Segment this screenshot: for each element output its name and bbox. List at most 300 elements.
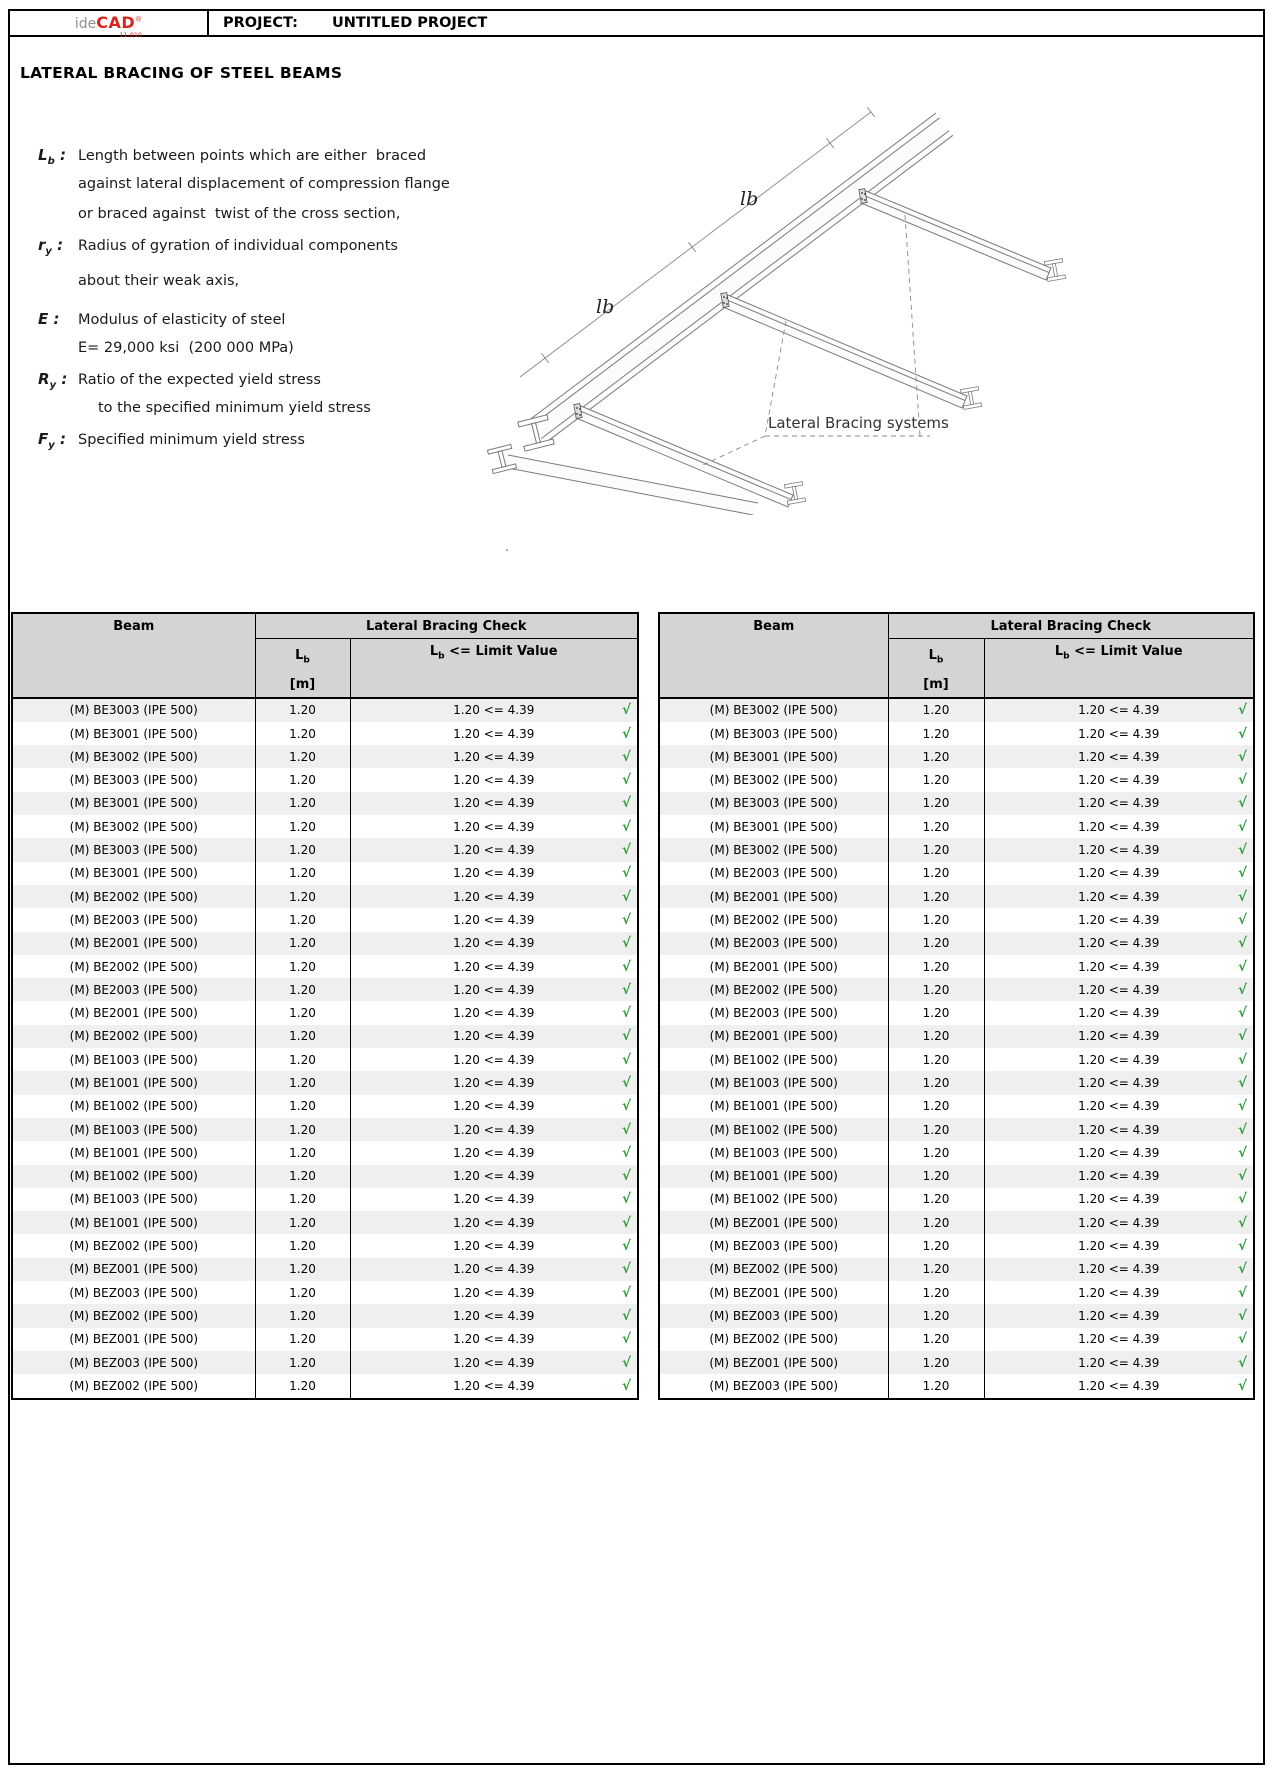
table-row: [659, 1304, 1254, 1327]
limit-check-cell: [350, 1048, 638, 1071]
beam-name-cell: (M) BEZ001 (IPE 500): [12, 1328, 255, 1351]
table-row: [12, 698, 638, 722]
check-expression: 1.20 <= 4.39: [1078, 912, 1160, 927]
lb-value-cell: 1.20: [888, 1071, 984, 1094]
limit-check-cell: [350, 862, 638, 885]
limit-check-cell: [984, 838, 1254, 861]
logo-ide-text: ide: [74, 16, 97, 32]
pass-check-icon: √: [621, 1051, 631, 1068]
pass-check-icon: √: [621, 1238, 631, 1255]
lb-value-cell: 1.20: [888, 1328, 984, 1351]
pass-check-icon: √: [1237, 818, 1247, 835]
pass-check-icon: √: [621, 1028, 631, 1045]
limit-check-cell: [350, 1001, 638, 1024]
lb-value-cell: 1.20: [255, 745, 350, 768]
check-expression: 1.20 <= 4.39: [1078, 1332, 1160, 1347]
lb-value-cell: 1.20: [255, 1304, 350, 1327]
check-expression: 1.20 <= 4.39: [453, 726, 535, 741]
check-expression: 1.20 <= 4.39: [453, 1332, 535, 1347]
table-row: [12, 908, 638, 931]
logo-cell: [10, 11, 209, 39]
lb-value-cell: 1.20: [255, 1374, 350, 1398]
check-expression: 1.20 <= 4.39: [453, 843, 535, 858]
lb-value-cell: 1.20: [255, 1351, 350, 1374]
check-expression: 1.20 <= 4.39: [1078, 1378, 1160, 1393]
beam-name-cell: (M) BEZ002 (IPE 500): [659, 1258, 888, 1281]
beam-name-cell: (M) BE1003 (IPE 500): [659, 1141, 888, 1164]
table-row: [659, 908, 1254, 931]
pass-check-icon: √: [1237, 1168, 1247, 1185]
limit-check-cell: [350, 1281, 638, 1304]
table-row: [659, 698, 1254, 722]
lb-value-cell: 1.20: [255, 698, 350, 722]
pass-check-icon: √: [1237, 1028, 1247, 1045]
lb-value-cell: 1.20: [255, 1141, 350, 1164]
check-expression: 1.20 <= 4.39: [453, 866, 535, 881]
pass-check-icon: √: [1237, 1284, 1247, 1301]
beam-name-cell: (M) BE2001 (IPE 500): [12, 932, 255, 955]
table-row: [659, 1188, 1254, 1211]
check-expression: 1.20 <= 4.39: [1078, 773, 1160, 788]
check-expression: 1.20 <= 4.39: [453, 703, 535, 718]
lb-value-cell: 1.20: [255, 1071, 350, 1094]
check-expression: 1.20 <= 4.39: [453, 1378, 535, 1393]
beam-name-cell: (M) BEZ001 (IPE 500): [659, 1211, 888, 1234]
pass-check-icon: √: [1237, 981, 1247, 998]
pass-check-icon: √: [1237, 1238, 1247, 1255]
limit-check-cell: [350, 1141, 638, 1164]
lb-value-cell: 1.20: [888, 815, 984, 838]
limit-check-cell: [984, 792, 1254, 815]
beam-name-cell: (M) BE3001 (IPE 500): [659, 815, 888, 838]
lb-value-cell: 1.20: [255, 955, 350, 978]
check-expression: 1.20 <= 4.39: [453, 819, 535, 834]
limit-check-cell: [984, 1211, 1254, 1234]
limit-check-cell: [984, 1141, 1254, 1164]
check-expression: 1.20 <= 4.39: [1078, 1075, 1160, 1090]
table-row: [12, 792, 638, 815]
pass-check-icon: √: [621, 1098, 631, 1115]
definition-text: Length between points which are either braced: [78, 148, 427, 164]
definition-line: [38, 370, 450, 400]
lb-value-cell: 1.20: [888, 978, 984, 1001]
pass-check-icon: √: [621, 935, 631, 952]
lb-value-cell: 1.20: [888, 1188, 984, 1211]
pass-check-icon: √: [1237, 1074, 1247, 1091]
check-expression: 1.20 <= 4.39: [1078, 889, 1160, 904]
check-expression: 1.20 <= 4.39: [453, 982, 535, 997]
definition-text: about their weak axis,: [78, 273, 240, 289]
pass-check-icon: √: [1237, 1098, 1247, 1115]
lb-value-cell: 1.20: [255, 1165, 350, 1188]
beam-name-cell: (M) BE1001 (IPE 500): [659, 1095, 888, 1118]
pass-check-icon: √: [1237, 1144, 1247, 1161]
lb-value-cell: 1.20: [888, 768, 984, 791]
limit-check-cell: [350, 815, 638, 838]
check-expression: 1.20 <= 4.39: [1078, 1052, 1160, 1067]
definition-line: [38, 236, 450, 266]
pass-check-icon: √: [621, 1005, 631, 1022]
limit-check-cell: [350, 1374, 638, 1398]
isometric-drawing: [468, 103, 1168, 515]
table-row: [659, 1211, 1254, 1234]
table-row: [659, 1234, 1254, 1257]
beam-name-cell: (M) BE2002 (IPE 500): [12, 1025, 255, 1048]
lb-value-cell: 1.20: [888, 745, 984, 768]
lb-value-cell: 1.20: [888, 1351, 984, 1374]
limit-check-cell: [350, 1304, 638, 1327]
limit-check-cell: [350, 1351, 638, 1374]
column-header-lb: $L_b$ [m]: [888, 639, 984, 698]
pass-check-icon: √: [621, 1261, 631, 1278]
table-row: [659, 978, 1254, 1001]
limit-check-cell: [984, 885, 1254, 908]
limit-check-cell: [350, 838, 638, 861]
table-row: [659, 1258, 1254, 1281]
beam-name-cell: (M) BE3003 (IPE 500): [659, 792, 888, 815]
table-row: [12, 1071, 638, 1094]
check-expression: 1.20 <= 4.39: [1078, 1285, 1160, 1300]
logo-version: 11.010: [119, 30, 143, 39]
beam-name-cell: (M) BE3002 (IPE 500): [12, 745, 255, 768]
lb-value-cell: 1.20: [888, 1304, 984, 1327]
table-row: [659, 1141, 1254, 1164]
check-expression: 1.20 <= 4.39: [453, 1169, 535, 1184]
limit-check-cell: [984, 908, 1254, 931]
lb-value-cell: 1.20: [255, 1001, 350, 1024]
beam-name-cell: (M) BE2002 (IPE 500): [659, 908, 888, 931]
pass-check-icon: √: [1237, 1307, 1247, 1324]
beam-name-cell: (M) BEZ003 (IPE 500): [12, 1281, 255, 1304]
table-row: [12, 1188, 638, 1211]
beam-name-cell: (M) BE1003 (IPE 500): [12, 1188, 255, 1211]
table-row: [659, 838, 1254, 861]
table-row: [659, 815, 1254, 838]
limit-check-cell: [984, 745, 1254, 768]
table-row: [12, 1001, 638, 1024]
check-expression: 1.20 <= 4.39: [1078, 959, 1160, 974]
pass-check-icon: √: [1237, 842, 1247, 859]
limit-check-cell: [984, 1025, 1254, 1048]
table-row: [659, 1048, 1254, 1071]
check-expression: 1.20 <= 4.39: [453, 796, 535, 811]
idecad-logo: [74, 13, 143, 39]
limit-check-cell: [350, 1234, 638, 1257]
check-expression: 1.20 <= 4.39: [1078, 1215, 1160, 1230]
check-expression: 1.20 <= 4.39: [453, 1215, 535, 1230]
check-expression: 1.20 <= 4.39: [453, 1075, 535, 1090]
definition-line: [38, 310, 450, 340]
lb-value-cell: 1.20: [888, 1281, 984, 1304]
table-row: [12, 768, 638, 791]
beam-name-cell: (M) BE1002 (IPE 500): [659, 1118, 888, 1141]
beam-name-cell: (M) BE2002 (IPE 500): [12, 955, 255, 978]
limit-check-cell: [350, 1118, 638, 1141]
limit-check-cell: [984, 1351, 1254, 1374]
limit-check-cell: [984, 1328, 1254, 1351]
table-row: [12, 1351, 638, 1374]
table-row: [659, 1351, 1254, 1374]
definition-text: or braced against twist of the cross section,: [78, 206, 401, 222]
beam-name-cell: (M) BE1002 (IPE 500): [659, 1188, 888, 1211]
check-expression: 1.20 <= 4.39: [453, 1122, 535, 1137]
limit-check-cell: [984, 1048, 1254, 1071]
lb-value-cell: 1.20: [255, 1281, 350, 1304]
lb-value-cell: 1.20: [888, 1211, 984, 1234]
pass-check-icon: √: [621, 958, 631, 975]
pass-check-icon: √: [621, 1168, 631, 1185]
check-expression: 1.20 <= 4.39: [1078, 1262, 1160, 1277]
check-expression: 1.20 <= 4.39: [453, 1006, 535, 1021]
limit-check-cell: [984, 1304, 1254, 1327]
beam-name-cell: (M) BEZ003 (IPE 500): [12, 1351, 255, 1374]
project-name: UNTITLED PROJECT: [331, 15, 488, 31]
table-row: [659, 862, 1254, 885]
definition-text: Modulus of elasticity of steel: [78, 312, 286, 328]
check-expression: 1.20 <= 4.39: [453, 1192, 535, 1207]
check-expression: 1.20 <= 4.39: [453, 1099, 535, 1114]
definition-line: [38, 340, 450, 370]
limit-check-cell: [984, 1374, 1254, 1398]
lb-value-cell: 1.20: [255, 1095, 350, 1118]
limit-check-cell: [984, 932, 1254, 955]
beam-name-cell: (M) BE3002 (IPE 500): [659, 838, 888, 861]
beam-name-cell: (M) BE3002 (IPE 500): [659, 698, 888, 722]
lb-value-cell: 1.20: [255, 1188, 350, 1211]
lb-value-cell: 1.20: [255, 768, 350, 791]
pass-check-icon: √: [621, 1191, 631, 1208]
pass-check-icon: √: [1237, 725, 1247, 742]
limit-check-cell: [984, 1095, 1254, 1118]
pass-check-icon: √: [621, 818, 631, 835]
definition-line: [38, 273, 450, 303]
limit-check-cell: [350, 955, 638, 978]
beam-name-cell: (M) BE1001 (IPE 500): [12, 1211, 255, 1234]
table-row: [659, 1001, 1254, 1024]
table-row: [12, 885, 638, 908]
limit-check-cell: [984, 815, 1254, 838]
pass-check-icon: √: [621, 1354, 631, 1371]
beam-name-cell: (M) BEZ003 (IPE 500): [659, 1374, 888, 1398]
pass-check-icon: √: [1237, 935, 1247, 952]
beam-name-cell: (M) BE3001 (IPE 500): [12, 862, 255, 885]
beam-name-cell: (M) BE1002 (IPE 500): [659, 1048, 888, 1071]
pass-check-icon: √: [1237, 1121, 1247, 1138]
limit-check-cell: [350, 722, 638, 745]
table-row: [659, 1281, 1254, 1304]
definition-line: [38, 206, 450, 236]
pass-check-icon: √: [621, 888, 631, 905]
table-row: [12, 815, 638, 838]
beam-name-cell: (M) BE2003 (IPE 500): [12, 978, 255, 1001]
registered-mark-icon: ®: [135, 15, 143, 24]
table-row: [12, 1211, 638, 1234]
pass-check-icon: √: [621, 1214, 631, 1231]
dimension-label-lb-lower: lb: [596, 296, 615, 318]
project-cell: [209, 11, 1263, 35]
definition-line: [38, 430, 450, 460]
definition-text: Ratio of the expected yield stress: [78, 372, 321, 388]
column-header-group: Lateral Bracing Check: [888, 613, 1254, 639]
beam-name-cell: (M) BEZ002 (IPE 500): [659, 1328, 888, 1351]
check-expression: 1.20 <= 4.39: [453, 1262, 535, 1277]
beam-name-cell: (M) BE1003 (IPE 500): [12, 1048, 255, 1071]
limit-check-cell: [984, 1071, 1254, 1094]
definition-symbol: $R_y$ :: [38, 370, 68, 391]
limit-check-cell: [984, 1165, 1254, 1188]
lb-value-cell: 1.20: [255, 1328, 350, 1351]
beam-name-cell: (M) BE2001 (IPE 500): [659, 955, 888, 978]
table-row: [659, 955, 1254, 978]
check-expression: 1.20 <= 4.39: [1078, 1239, 1160, 1254]
check-expression: 1.20 <= 4.39: [1078, 749, 1160, 764]
check-expression: 1.20 <= 4.39: [453, 1029, 535, 1044]
column-header-limit: $L_b$ <= Limit Value: [984, 639, 1254, 698]
check-expression: 1.20 <= 4.39: [453, 1355, 535, 1370]
pass-check-icon: √: [621, 748, 631, 765]
table-row: [12, 1118, 638, 1141]
pass-check-icon: √: [621, 1331, 631, 1348]
check-expression: 1.20 <= 4.39: [1078, 1006, 1160, 1021]
table-row: [659, 1328, 1254, 1351]
main-girder: [528, 113, 953, 443]
limit-check-cell: [984, 862, 1254, 885]
pass-check-icon: √: [1237, 1214, 1247, 1231]
table-row: [12, 1304, 638, 1327]
project-label: PROJECT:: [223, 15, 298, 31]
lb-value-cell: 1.20: [255, 722, 350, 745]
lb-value-cell: 1.20: [888, 1001, 984, 1024]
table-row: [12, 1095, 638, 1118]
lb-value-cell: 1.20: [888, 1258, 984, 1281]
beam-name-cell: (M) BE1001 (IPE 500): [12, 1071, 255, 1094]
page-title: LATERAL BRACING OF STEEL BEAMS: [20, 64, 343, 82]
beam-name-cell: (M) BE3003 (IPE 500): [12, 838, 255, 861]
pass-check-icon: √: [1237, 888, 1247, 905]
definition-symbol: $F_y$ :: [38, 430, 67, 451]
check-expression: 1.20 <= 4.39: [453, 936, 535, 951]
limit-check-cell: [984, 1188, 1254, 1211]
beam-name-cell: (M) BE2001 (IPE 500): [659, 1025, 888, 1048]
table-row: [659, 745, 1254, 768]
lb-value-cell: 1.20: [255, 885, 350, 908]
report-header: [10, 11, 1263, 37]
limit-check-cell: [350, 1071, 638, 1094]
limit-check-cell: [350, 745, 638, 768]
limit-check-cell: [984, 768, 1254, 791]
table-row: [659, 1095, 1254, 1118]
beam-name-cell: (M) BE2002 (IPE 500): [659, 978, 888, 1001]
table-row: [12, 1328, 638, 1351]
right-bracing-table: [658, 612, 1255, 1400]
lb-value-cell: 1.20: [888, 932, 984, 955]
check-expression: 1.20 <= 4.39: [1078, 1355, 1160, 1370]
pass-check-icon: √: [621, 865, 631, 882]
lb-value-cell: 1.20: [888, 1048, 984, 1071]
pass-check-icon: √: [621, 842, 631, 859]
definition-symbol: $r_y$ :: [38, 236, 64, 257]
beam-name-cell: (M) BEZ001 (IPE 500): [659, 1351, 888, 1374]
pass-check-icon: √: [1237, 1354, 1247, 1371]
pass-check-icon: √: [621, 1121, 631, 1138]
limit-check-cell: [984, 1234, 1254, 1257]
limit-check-cell: [350, 1258, 638, 1281]
bracing-diagram: [468, 103, 1168, 515]
check-expression: 1.20 <= 4.39: [1078, 819, 1160, 834]
limit-check-cell: [350, 908, 638, 931]
check-expression: 1.20 <= 4.39: [1078, 796, 1160, 811]
definition-line: [38, 146, 450, 176]
pass-check-icon: √: [621, 772, 631, 789]
beam-name-cell: (M) BEZ002 (IPE 500): [12, 1374, 255, 1398]
column-header-beam: Beam: [659, 613, 888, 698]
check-expression: 1.20 <= 4.39: [1078, 936, 1160, 951]
table-row: [659, 722, 1254, 745]
beam-name-cell: (M) BEZ001 (IPE 500): [659, 1281, 888, 1304]
lb-value-cell: 1.20: [255, 815, 350, 838]
check-expression: 1.20 <= 4.39: [1078, 1145, 1160, 1160]
check-expression: 1.20 <= 4.39: [453, 749, 535, 764]
limit-check-cell: [350, 792, 638, 815]
beam-name-cell: (M) BEZ001 (IPE 500): [12, 1258, 255, 1281]
lb-value-cell: 1.20: [255, 1211, 350, 1234]
pass-check-icon: √: [1237, 795, 1247, 812]
beam-name-cell: (M) BE3002 (IPE 500): [659, 768, 888, 791]
check-expression: 1.20 <= 4.39: [1078, 1308, 1160, 1323]
pass-check-icon: √: [1237, 1377, 1247, 1394]
limit-check-cell: [350, 1211, 638, 1234]
beam-name-cell: (M) BE2002 (IPE 500): [12, 885, 255, 908]
lb-value-cell: 1.20: [255, 862, 350, 885]
column-header-group: Lateral Bracing Check: [255, 613, 638, 639]
beam-name-cell: (M) BE2003 (IPE 500): [659, 932, 888, 955]
beam-name-cell: (M) BE3001 (IPE 500): [12, 722, 255, 745]
limit-check-cell: [984, 1258, 1254, 1281]
lb-value-cell: 1.20: [888, 862, 984, 885]
pass-check-icon: √: [621, 1284, 631, 1301]
pass-check-icon: √: [1237, 1005, 1247, 1022]
table-row: [659, 885, 1254, 908]
limit-check-cell: [984, 698, 1254, 722]
lb-value-cell: 1.20: [888, 1095, 984, 1118]
table-row: [12, 1025, 638, 1048]
table-row: [659, 1165, 1254, 1188]
lb-value-cell: 1.20: [255, 1118, 350, 1141]
pass-check-icon: √: [1237, 1331, 1247, 1348]
table-row: [12, 838, 638, 861]
table-row: [659, 1071, 1254, 1094]
table-row: [659, 932, 1254, 955]
check-expression: 1.20 <= 4.39: [1078, 843, 1160, 858]
lb-value-cell: 1.20: [888, 1025, 984, 1048]
pass-check-icon: √: [621, 1377, 631, 1394]
beam-name-cell: (M) BE1002 (IPE 500): [12, 1095, 255, 1118]
pass-check-icon: √: [621, 1074, 631, 1091]
lb-value-cell: 1.20: [888, 838, 984, 861]
definition-symbol: $L_b$ :: [38, 146, 66, 167]
lb-value-cell: 1.20: [255, 1234, 350, 1257]
table-row: [12, 1141, 638, 1164]
pass-check-icon: √: [1237, 1261, 1247, 1278]
beam-name-cell: (M) BE1003 (IPE 500): [12, 1118, 255, 1141]
pass-check-icon: √: [1237, 911, 1247, 928]
limit-check-cell: [984, 1118, 1254, 1141]
beam-name-cell: (M) BE2003 (IPE 500): [659, 862, 888, 885]
lb-value-cell: 1.20: [888, 698, 984, 722]
check-expression: 1.20 <= 4.39: [453, 889, 535, 904]
check-expression: 1.20 <= 4.39: [1078, 726, 1160, 741]
table-row: [12, 1258, 638, 1281]
